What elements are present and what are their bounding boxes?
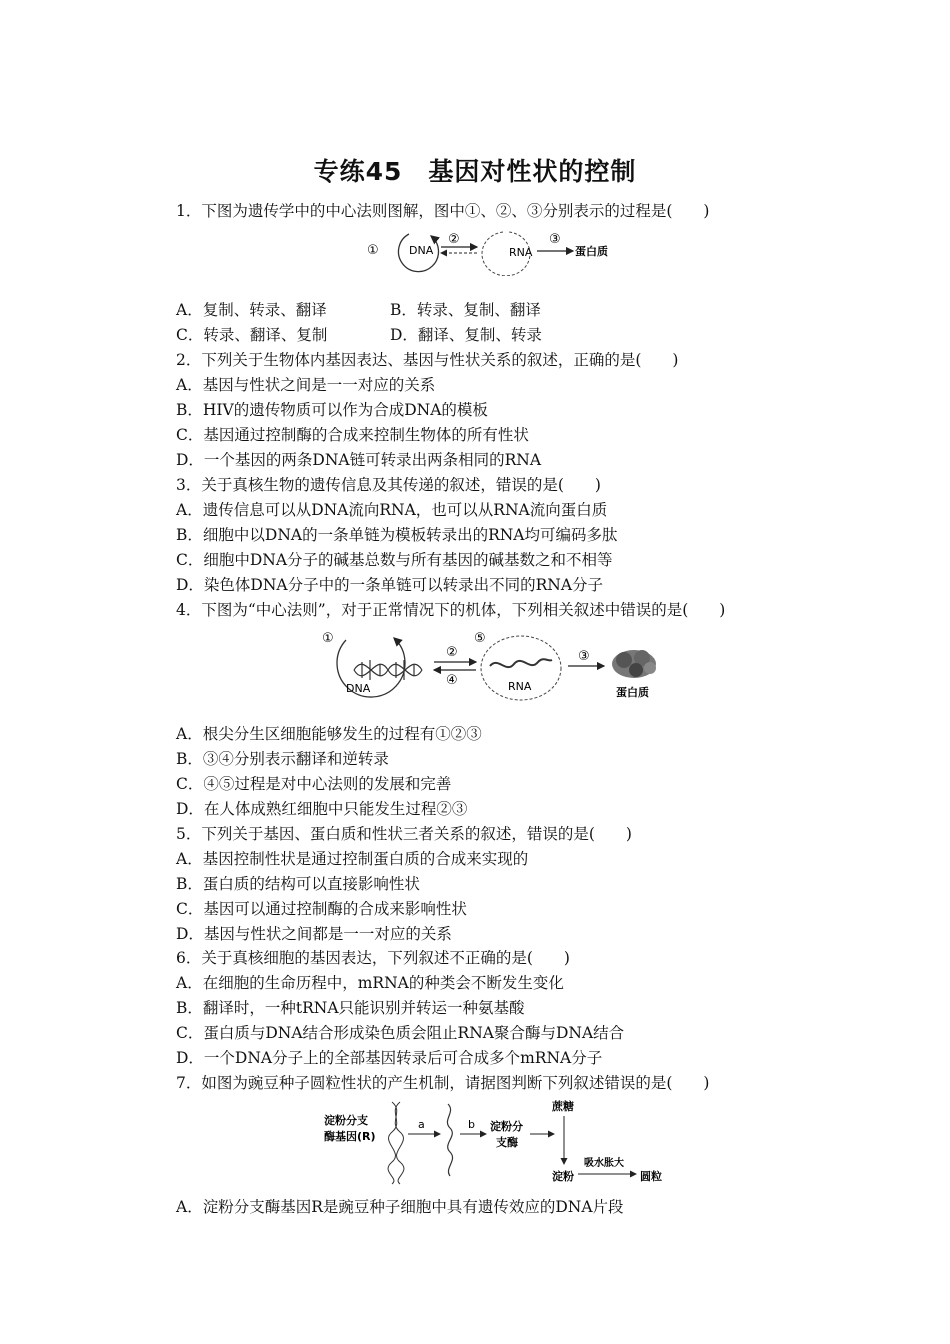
q7-fig-enzyme-line2: 支酶 <box>496 1136 518 1149</box>
q6-option-a: A．在细胞的生命历程中，mRNA的种类会不断发生变化 <box>176 974 564 992</box>
q2-option-a: A．基因与性状之间是一一对应的关系 <box>176 376 436 394</box>
q3-option-d: D．染色体DNA分子中的一条单链可以转录出不同的RNA分子 <box>176 576 604 594</box>
q5-option-a: A．基因控制性状是通过控制蛋白质的合成来实现的 <box>176 850 529 868</box>
q5-option-c: C．基因可以通过控制酶的合成来影响性状 <box>176 900 467 918</box>
q4-fig-rna-strand <box>490 659 552 667</box>
q3-option-c: C．细胞中DNA分子的碱基总数与所有基因的碱基数之和不相等 <box>176 551 613 569</box>
q1-central-dogma-figure <box>365 226 625 276</box>
q6-option-c: C．蛋白质与DNA结合形成染色质会阻止RNA聚合酶与DNA结合 <box>176 1024 625 1042</box>
q5-option-b: B．蛋白质的结构可以直接影响性状 <box>176 875 420 893</box>
q1-fig-rna: RNA <box>509 246 533 259</box>
q6-option-b: B．翻译时，一种tRNA只能识别并转运一种氨基酸 <box>176 999 525 1017</box>
q5-stem: 5．下列关于基因、蛋白质和性状三者关系的叙述，错误的是( ) <box>176 825 632 843</box>
q7-fig-swell: 吸水胀大 <box>584 1158 624 1169</box>
q1-fig-label-1: ① <box>367 243 379 258</box>
page-title: 专练45 基因对性状的控制 <box>313 157 637 186</box>
q7-fig-gene-label-line1: 淀粉分支 <box>324 1114 368 1127</box>
q3-option-b: B．细胞中以DNA的一条单链为模板转录出的RNA均可编码多肽 <box>176 526 618 544</box>
q4-fig-dna-helix <box>354 660 422 680</box>
q7-fig-gene-label-line2: 酶基因(R) <box>324 1130 376 1143</box>
q7-option-a: A．淀粉分支酶基因R是豌豆种子细胞中具有遗传效应的DNA片段 <box>176 1198 624 1216</box>
q4-option-a: A．根尖分生区细胞能够发生的过程有①②③ <box>176 725 482 743</box>
q2-option-c: C．基因通过控制酶的合成来控制生物体的所有性状 <box>176 426 529 444</box>
q5-option-d: D．基因与性状之间都是一一对应的关系 <box>176 925 452 943</box>
q3-stem: 3．关于真核生物的遗传信息及其传递的叙述，错误的是( ) <box>176 476 601 494</box>
q4-fig-label-3: ③ <box>578 649 590 664</box>
q7-fig-step-a: a <box>418 1118 425 1131</box>
q4-fig-rna: RNA <box>508 680 532 693</box>
q2-stem: 2．下列关于生物体内基因表达、基因与性状关系的叙述，正确的是( ) <box>176 351 679 369</box>
q1-option-a: A．复制、转录、翻译 <box>176 301 327 319</box>
q4-option-d: D．在人体成熟红细胞中只能发生过程②③ <box>176 800 468 818</box>
q4-fig-label-2: ② <box>446 645 458 660</box>
q1-option-c: C．转录、翻译、复制 <box>176 326 328 344</box>
q1-option-d: D．翻译、复制、转录 <box>390 326 542 344</box>
q1-stem: 1．下图为遗传学中的中心法则图解，图中①、②、③分别表示的过程是( ) <box>176 202 710 220</box>
q7-stem: 7．如图为豌豆种子圆粒性状的产生机制，请据图判断下列叙述错误的是( ) <box>176 1074 710 1092</box>
q7-round-pea-mechanism-figure <box>322 1096 682 1188</box>
q4-option-c: C．④⑤过程是对中心法则的发展和完善 <box>176 775 452 793</box>
q3-option-a: A．遗传信息可以从DNA流向RNA，也可以从RNA流向蛋白质 <box>176 501 608 519</box>
q4-option-b: B．③④分别表示翻译和逆转录 <box>176 750 389 768</box>
q4-stem: 4．下图为“中心法则”，对于正常情况下的机体，下列相关叙述中错误的是( ) <box>176 601 726 619</box>
q7-fig-enzyme-line1: 淀粉分 <box>490 1120 523 1133</box>
q2-option-b: B．HIV的遗传物质可以作为合成DNA的模板 <box>176 401 488 419</box>
q7-fig-round: 圆粒 <box>640 1170 662 1183</box>
q4-fig-label-4: ④ <box>446 673 458 688</box>
q2-option-d: D．一个基因的两条DNA链可转录出两条相同的RNA <box>176 451 542 469</box>
q4-fig-protein: 蛋白质 <box>616 686 649 699</box>
q7-fig-sucrose: 蔗糖 <box>552 1100 574 1113</box>
q1-fig-protein: 蛋白质 <box>575 245 608 258</box>
q6-option-d: D．一个DNA分子上的全部基因转录后可合成多个mRNA分子 <box>176 1049 603 1067</box>
q7-fig-step-b: b <box>468 1118 475 1131</box>
q1-option-b: B．转录、复制、翻译 <box>390 301 541 319</box>
q7-fig-mrna-strand <box>447 1104 452 1176</box>
q6-stem: 6．关于真核细胞的基因表达，下列叙述不正确的是( ) <box>176 949 570 967</box>
q4-central-dogma-figure <box>316 626 676 708</box>
q4-fig-dna: DNA <box>346 682 371 695</box>
q4-fig-protein-blob <box>612 650 656 678</box>
q4-fig-label-1: ① <box>322 631 334 646</box>
q7-fig-dna-helix <box>388 1102 404 1184</box>
q1-fig-dna: DNA <box>409 244 434 257</box>
q4-fig-label-5: ⑤ <box>474 631 486 646</box>
q7-fig-starch: 淀粉 <box>552 1170 574 1183</box>
q1-fig-label-3: ③ <box>549 232 561 247</box>
q1-fig-label-2: ② <box>448 232 460 247</box>
